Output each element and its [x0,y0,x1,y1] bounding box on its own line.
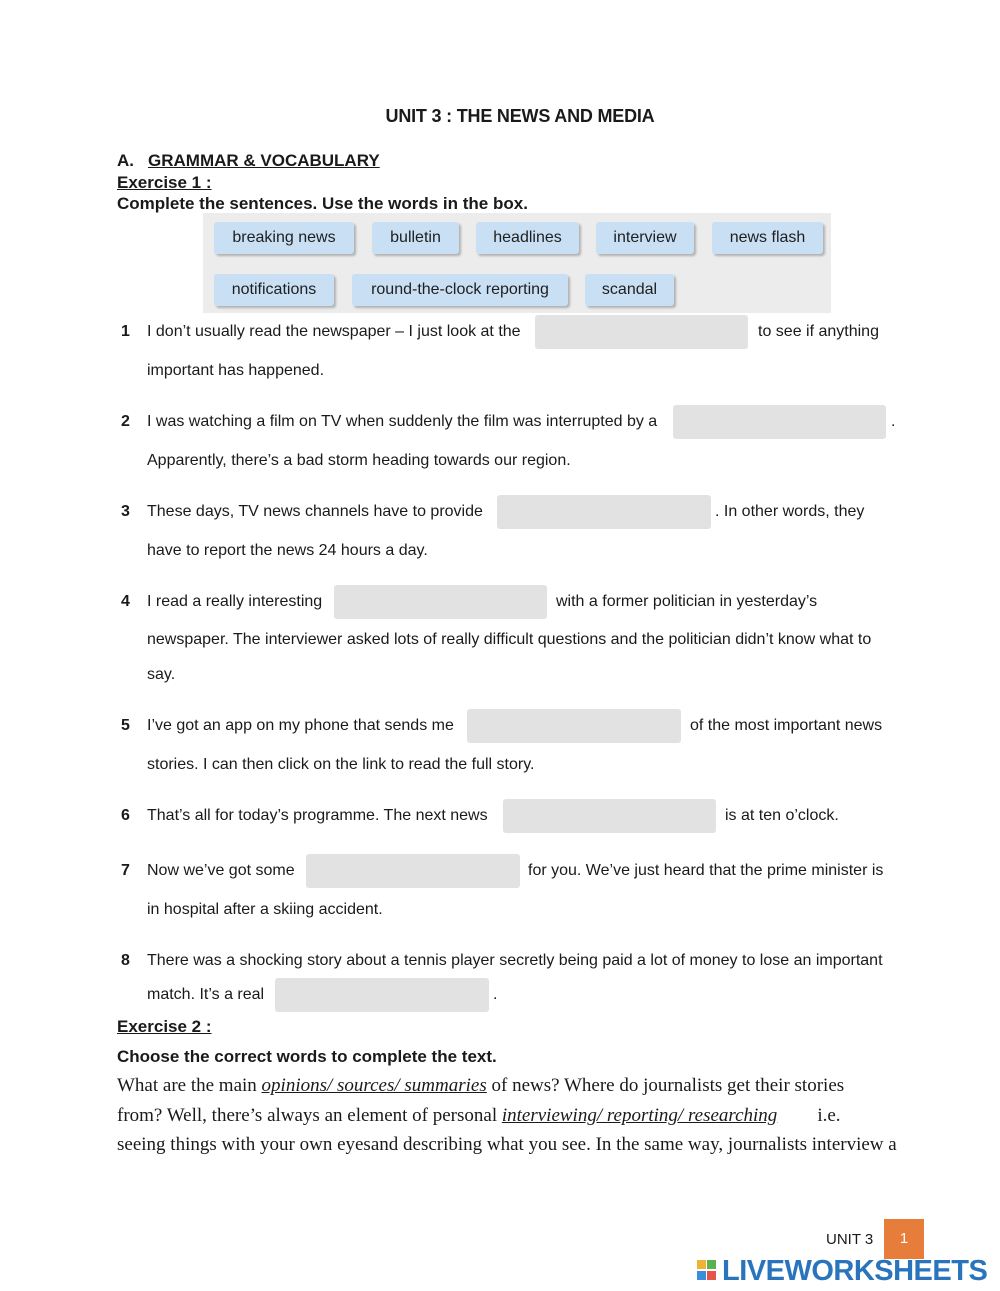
answer-blank[interactable] [275,978,489,1012]
item-text: . In other words, they [715,503,865,520]
item-number: 2 [121,413,130,430]
exercise1-instruction: Complete the sentences. Use the words in the box. [117,194,528,213]
answer-blank[interactable] [467,709,681,743]
item-text: There was a shocking story about a tennis player secretly being paid a lot of money to lose an important [147,952,883,969]
exercise2-instruction: Choose the correct words to complete the text. [117,1047,497,1066]
item-text: I was watching a film on TV when suddenly the film was interrupted by a [147,413,658,430]
footer-unit: UNIT 3 [826,1231,874,1248]
item-text: stories. I can then click on the link to read the full story. [147,756,535,773]
item-text: have to report the news 24 hours a day. [147,542,428,559]
answer-blank[interactable] [306,854,520,888]
item-text: That’s all for today’s programme. The next news [147,807,488,824]
item-text: of the most important news [690,717,883,734]
word-box [203,213,831,313]
item-number: 8 [121,952,130,969]
text-run: i.e. [817,1105,841,1126]
text-run: of news? Where do journalists get their stories [486,1075,845,1096]
answer-blank[interactable] [334,585,547,619]
section-heading [117,151,380,171]
item-text: in hospital after a skiing accident. [147,901,383,918]
item-text: I read a really interesting [147,593,323,610]
text-run: from? Well, there’s always an element of personal [117,1105,502,1126]
item-text: to see if anything [758,323,879,340]
item-text: I don’t usually read the newspaper – I just look at the [147,323,521,340]
page-title: UNIT 3 : THE NEWS AND MEDIA [385,106,655,126]
item-number: 3 [121,503,130,520]
answer-blank[interactable] [497,495,711,529]
item-text: match. It’s a real [147,986,265,1003]
item-text: Now we’ve got some [147,862,295,879]
item-text: Apparently, there’s a bad storm heading towards our region. [147,452,571,469]
word-chip[interactable]: headlines [476,222,579,254]
item-number: 1 [121,323,130,340]
text-run: What are the main [117,1075,262,1096]
brand-logo [697,1253,987,1289]
item-text: for you. We’ve just heard that the prime minister is [528,862,884,879]
item-text: These days, TV news channels have to provide [147,503,483,520]
word-chip[interactable]: scandal [585,274,674,306]
word-chip[interactable]: news flash [712,222,823,254]
item-number: 7 [121,862,130,879]
paragraph-line [117,1105,841,1127]
item-text: . [493,986,498,1003]
answer-blank[interactable] [503,799,716,833]
answer-blank[interactable] [673,405,886,439]
item-text: . [891,413,896,430]
word-chip[interactable]: round-the-clock reporting [352,274,568,306]
section-letter: A. [117,151,134,170]
paragraph-line [117,1075,844,1097]
item-text: newspaper. The interviewer asked lots of really difficult questions and the politician didn’t know what to [147,631,872,648]
item-text: with a former politician in yesterday’s [556,593,818,610]
page-number: 1 [884,1219,924,1259]
item-text: I’ve got an app on my phone that sends me [147,717,454,734]
section-label: GRAMMAR & VOCABULARY [148,151,380,170]
answer-blank[interactable] [535,315,748,349]
word-chip[interactable]: interview [596,222,694,254]
item-text: important has happened. [147,362,325,379]
word-chip[interactable]: breaking news [214,222,354,254]
word-choice[interactable]: interviewing/ reporting/ researching [501,1105,778,1126]
item-text: is at ten o’clock. [725,807,839,824]
brand-name: LIVEWORKSHEETS [722,1254,988,1287]
logo-icon [697,1258,719,1284]
paragraph-line: seeing things with your own eyesand describing what you see. In the same way, journalists interview a [117,1134,897,1155]
word-chip[interactable]: notifications [214,274,334,306]
item-number: 5 [121,717,130,734]
item-number: 6 [121,807,130,824]
exercise2-heading: Exercise 2 : [117,1017,212,1036]
word-chip[interactable]: bulletin [372,222,459,254]
exercise1-heading: Exercise 1 : [117,173,212,192]
word-choice[interactable]: opinions/ sources/ summaries [261,1075,487,1096]
item-number: 4 [121,593,130,610]
item-text: say. [147,666,176,683]
